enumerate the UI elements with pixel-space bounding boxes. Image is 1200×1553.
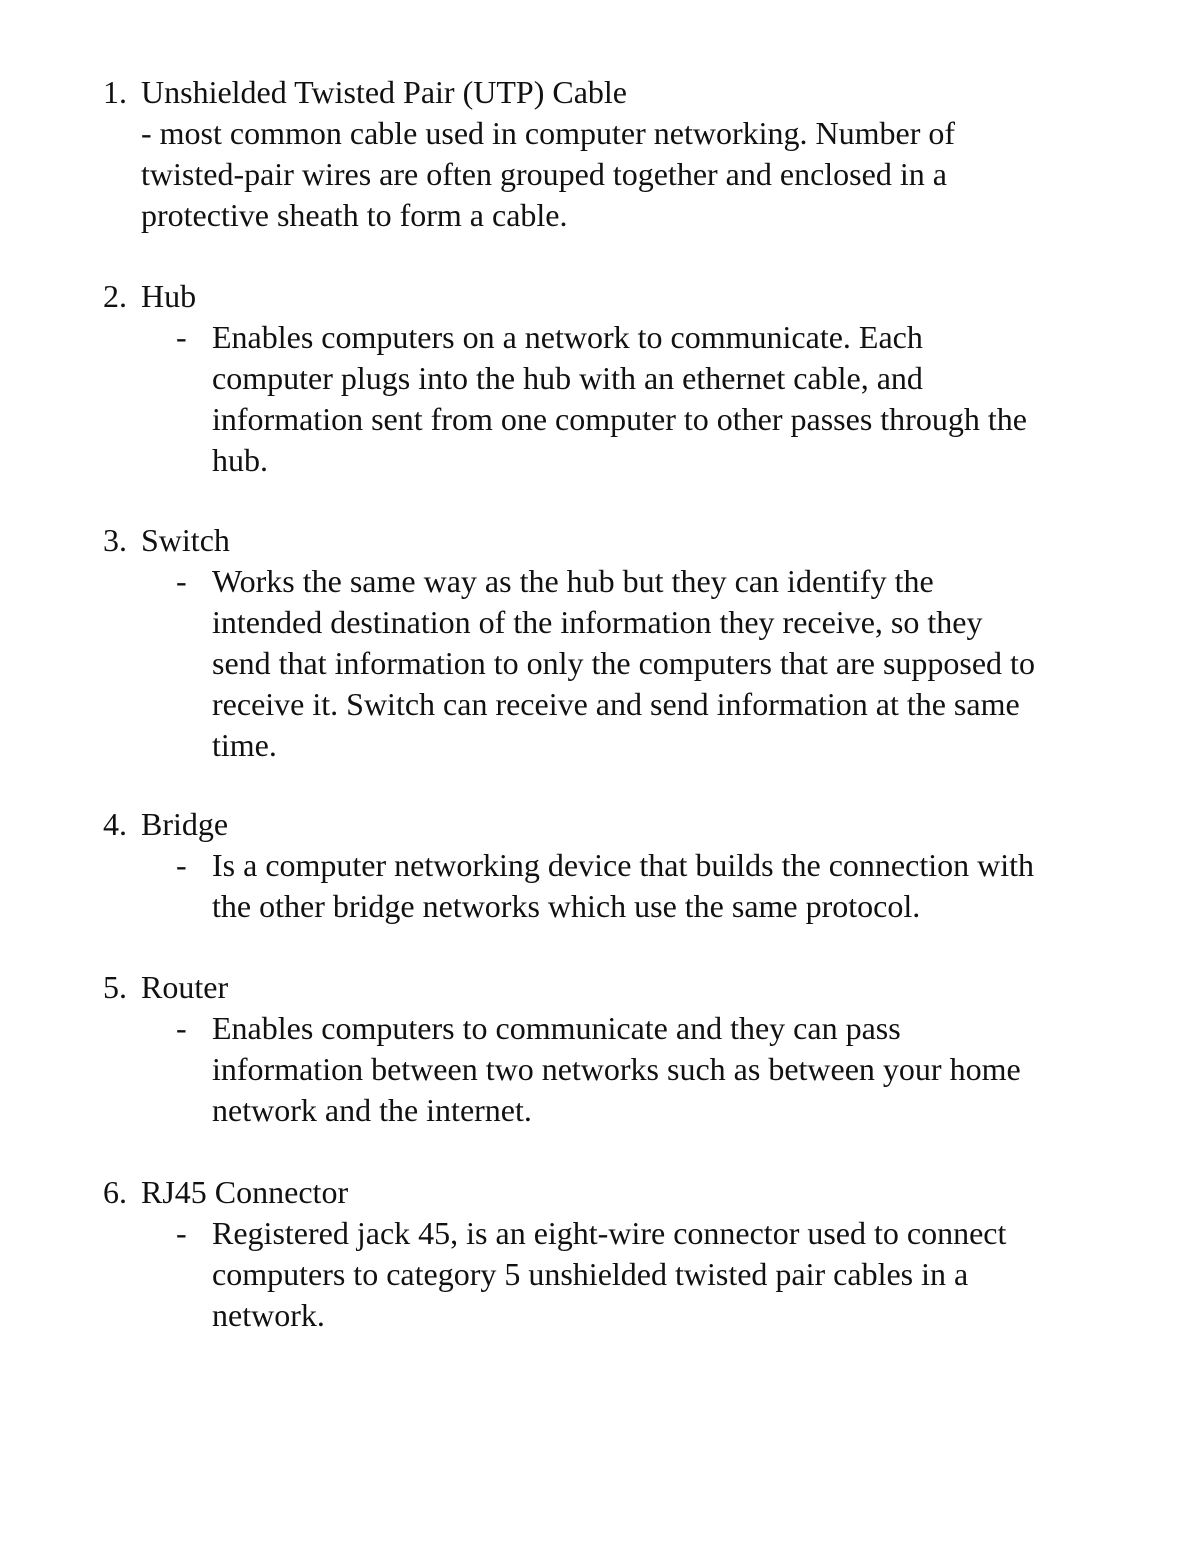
bullet-dash: - [176,847,187,883]
description-line: information between two networks such as between your home [212,1051,1021,1087]
item-heading [0,967,1200,1008]
description-line: hub. [212,442,268,478]
description-line: Enables computers on a network to communicate. Each [212,319,923,355]
description-line: the other bridge networks which use the same protocol. [212,888,921,924]
item-title: Hub [141,278,197,314]
bullet-dash: - [176,1215,187,1251]
item-title: Router [141,969,229,1005]
description-line: information sent from one computer to other passes through the [212,401,1027,437]
description-line: protective sheath to form a cable. [141,197,568,233]
item-title: Bridge [141,806,229,842]
description-line: computer plugs into the hub with an ethernet cable, and [212,360,923,396]
list-item-bridge [0,804,1200,927]
item-number: 6. [103,1174,127,1210]
list-item-rj45-connector [0,1172,1200,1336]
item-heading [0,1172,1200,1213]
description-line: time. [212,727,277,763]
item-title: Unshielded Twisted Pair (UTP) Cable [141,74,627,110]
item-heading [0,520,1200,561]
item-heading [0,804,1200,845]
bullet-dash: - [176,319,187,355]
item-description [176,317,1200,481]
list-item-hub [0,276,1200,481]
item-number: 2. [103,278,127,314]
description-line: Enables computers to communicate and they can pass [212,1010,901,1046]
bullet-dash: - [176,563,187,599]
description-line: twisted-pair wires are often grouped together and enclosed in a [141,156,947,192]
description-line: intended destination of the information they receive, so they [212,604,983,640]
item-heading [0,276,1200,317]
list-item-switch [0,520,1200,766]
item-description [176,845,1200,927]
item-title: RJ45 Connector [141,1174,349,1210]
list-item-router [0,967,1200,1131]
item-number: 4. [103,806,127,842]
item-description [176,561,1200,766]
item-title: Switch [141,522,230,558]
description-line: receive it. Switch can receive and send information at the same [212,686,1020,722]
description-line: Registered jack 45, is an eight-wire connector used to connect [212,1215,1007,1251]
description-line: network. [212,1297,325,1333]
description-line: send that information to only the computers that are supposed to [212,645,1035,681]
description-line: computers to category 5 unshielded twisted pair cables in a [212,1256,969,1292]
item-number: 3. [103,522,127,558]
description-line: - most common cable used in computer networking. Number of [141,115,956,151]
list-item-utp-cable [0,72,1200,236]
item-number: 1. [103,74,127,110]
item-heading [0,72,1200,113]
item-number: 5. [103,969,127,1005]
description-line: Is a computer networking device that builds the connection with [212,847,1034,883]
description-line: network and the internet. [212,1092,532,1128]
item-description [176,1213,1200,1336]
bullet-dash: - [176,1010,187,1046]
item-description [176,1008,1200,1131]
description-line: Works the same way as the hub but they can identify the [212,563,934,599]
item-description [141,113,1200,236]
